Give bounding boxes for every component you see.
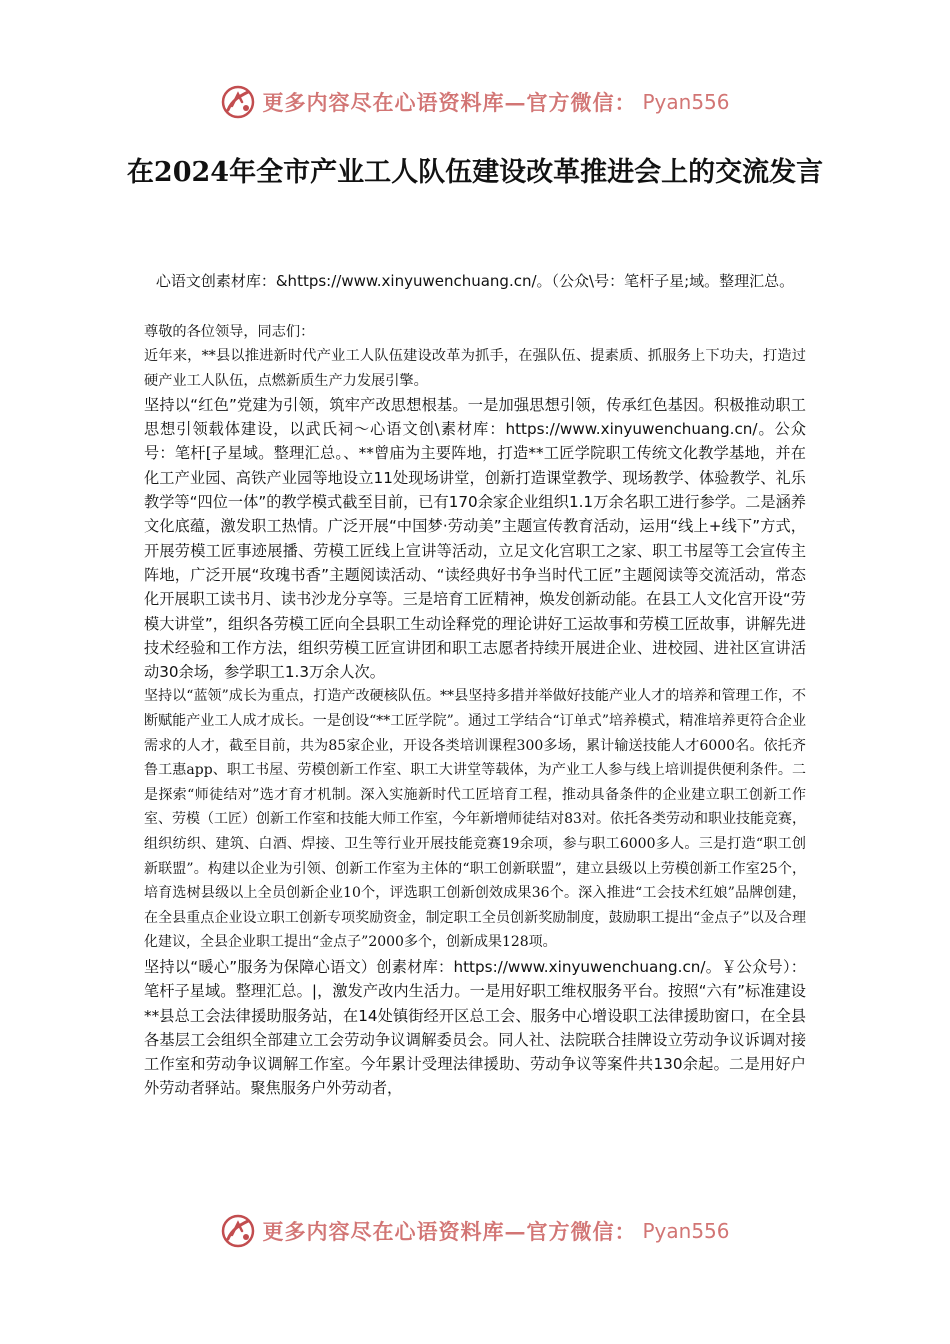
- banner-text: 更多内容尽在心语资料库—官方微信：: [262, 90, 637, 115]
- banner-wechat-id: Pyan556: [642, 90, 730, 114]
- banner-text: 更多内容尽在心语资料库—官方微信：: [262, 1219, 637, 1244]
- section-1-paragraph: 坚持以“红色”党建为引领，筑牢产改思想根基。一是加强思想引领，传承红色基因。积极推动职工思想引领载体建设，以武氏祠～心语文创\素材库：https://www.xinyuwenchuang.cn/。公众号：笔杆[子星域。整理汇总。、**曾庙为主要阵地，打造**工匠学院职工传统文化教学基地，并在化工产业园、高铁产业园等地设立11处现场讲堂，创新打造课堂教学、现场教学、体验教学、礼乐教学等“四位一体”的教学模式截至目前，已有170余家企业组织1.1万余名职工进行参学。二是涵养文化底蕴，激发职工热情。广泛开展“中国梦·劳动美”主题宣传教育活动，运用“线上+线下”方式，开展劳模工匠事迹展播、劳模工匠线上宣讲等活动，立足文化宫职工之家、职工书屋等工会宣传主阵地，广泛开展“玫瑰书香”主题阅读活动、“读经典好书争当时代工匠”主题阅读等交流活动，常态化开展职工读书月、读书沙龙分享等。三是培育工匠精神，焕发创新动能。在县工人文化宫开设“劳模大讲堂”，组织各劳模工匠向全县职工生动诠释党的理论讲好工运故事和劳模工匠故事，讲解先进技术经验和工作方法，组织劳模工匠宣讲团和职工志愿者持续开展进企业、进校园、进社区宣讲活动30余场，参学职工1.3万余人次。: [144, 395, 806, 682]
- banner-wechat-id: Pyan556: [642, 1219, 730, 1243]
- intro-paragraph: 近年来，**县以推进新时代产业工人队伍建设改革为抓手，在强队伍、提素质、抓服务上下功夫，打造过硬产业工人队伍，点燃新质生产力发展引擎。: [144, 348, 806, 389]
- brand-logo-icon: [220, 84, 256, 120]
- section-3-paragraph: 坚持以“暖心”服务为保障心语文）创素材库：https://www.xinyuwenchuang.cn/。￥公众号）：笔杆子星域。整理汇总。|，激发产改内生活力。一是用好职工维权服务平台。按照“六有”标准建设**县总工会法律援助服务站，在14处镇街经开区总工会、服务中心增设职工法律援助窗口，在全县各基层工会组织全部建立工会劳动争议调解委员会。同人社、法院联合挂牌设立劳动争议诉调对接工作室和劳动争议调解工作室。今年累计受理法律援助、劳动争议等案件共130余起。二是用好户外劳动者驿站。聚焦服务户外劳动者，: [144, 957, 806, 1098]
- section-2-paragraph: 坚持以“蓝领”成长为重点，打造产改硬核队伍。**县坚持多措并举做好技能产业人才的培养和管理工作，不断赋能产业工人成才成长。一是创设“**工匠学院”。通过工学结合“订单式”培养模式，精准培养更符合企业需求的人才，截至目前，共为85家企业，开设各类培训课程300多场，累计输送技能人才6000名。依托齐鲁工惠app、职工书屋、劳模创新工作室、职工大讲堂等载体，为产业工人参与线上培训提供便利条件。二是探索“师徒结对”选才育才机制。深入实施新时代工匠培育工程，推动具备条件的企业建立职工创新工作室、劳模（工匠）创新工作室和技能大师工作室，今年新增师徒结对83对。依托各类劳动和职业技能竞赛，组织纺织、建筑、白酒、焊接、卫生等行业开展技能竞赛19余项，参与职工6000多人。三是打造“职工创新联盟”。构建以企业为引领、创新工作室为主体的“职工创新联盟”，建立县级以上劳模创新工作室25个，培育选树县级以上全员创新企业10个，评选职工创新创效成果36个。深入推进“工会技术红娘”品牌创建，在全县重点企业设立职工创新专项奖励资金，制定职工全员创新奖励制度，鼓励职工提出“金点子”以及合理化建议，全县企业职工提出“金点子”2000多个，创新成果128项。: [144, 688, 806, 951]
- document-body: [144, 320, 806, 1101]
- footer-banner: [0, 1209, 950, 1253]
- header-banner: [0, 80, 950, 124]
- source-note: 心语文创素材库：&https://www.xinyuwenchuang.cn/。（公众\号：笔杆子星;域。整理汇总。: [155, 272, 795, 290]
- document-title: 在2024年全市产业工人队伍建设改革推进会上的交流发言: [126, 157, 824, 188]
- brand-logo-icon: [220, 1213, 256, 1249]
- greeting: 尊敬的各位领导，同志们：: [144, 324, 315, 340]
